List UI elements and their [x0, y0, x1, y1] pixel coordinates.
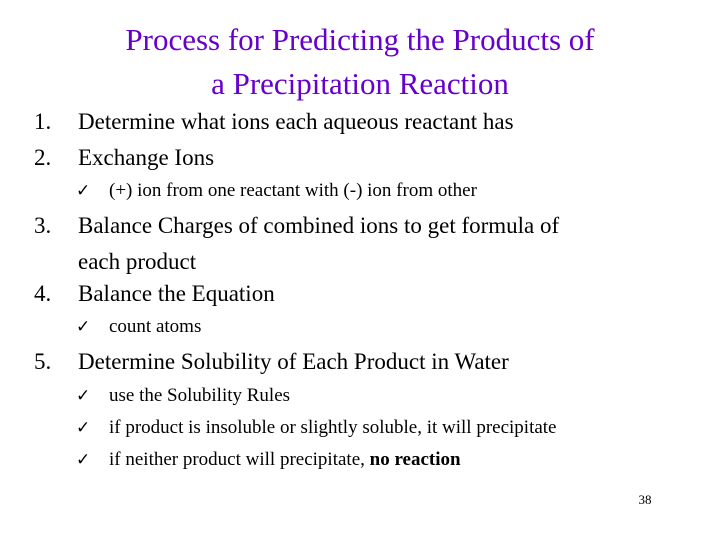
title-line-1: Process for Predicting the Products of [125, 22, 595, 57]
step-number: 1. [34, 109, 52, 134]
step-number: 3. [34, 213, 52, 238]
step-text: Balance Charges of combined ions to get formula of [78, 213, 560, 238]
step-text: Determine Solubility of Each Product in Water [78, 349, 509, 374]
step-text-continuation: each product [78, 249, 197, 274]
step-text: Exchange Ions [78, 145, 215, 170]
checkmark-icon: ✓ [76, 317, 91, 337]
step-text: Balance the Equation [78, 281, 275, 306]
title-line-2: a Precipitation Reaction [211, 66, 509, 101]
subpoint-text: count atoms [109, 316, 202, 337]
checkmark-icon: ✓ [76, 418, 91, 438]
step-5 [34, 344, 509, 380]
subpoint-text: use the Solubility Rules [109, 385, 291, 406]
subpoint-text: (+) ion from one reactant with (-) ion from other [109, 180, 477, 201]
step-2 [34, 140, 214, 176]
no-reaction-emphasis: no reaction [369, 449, 461, 470]
step-3 [34, 208, 560, 274]
subpoint-text: if product is insoluble or slightly soluble, it will precipitate [109, 417, 557, 438]
slide-title [60, 18, 660, 106]
page-number: 38 [638, 492, 652, 507]
step-5-subpoint-1 [76, 380, 290, 412]
step-5-subpoint-3 [76, 444, 461, 476]
step-5-subpoint-2 [76, 412, 557, 444]
step-4-subpoint [76, 311, 201, 343]
step-number: 2. [34, 145, 52, 170]
subpoint-text: if neither product will precipitate, [109, 449, 370, 470]
step-1 [34, 104, 514, 140]
step-4 [34, 276, 275, 312]
checkmark-icon: ✓ [76, 450, 91, 470]
step-text: Determine what ions each aqueous reactant has [78, 109, 514, 134]
checkmark-icon: ✓ [76, 181, 91, 201]
checkmark-icon: ✓ [76, 386, 91, 406]
step-number: 5. [34, 349, 52, 374]
step-number: 4. [34, 281, 52, 306]
step-2-subpoint [76, 175, 477, 207]
